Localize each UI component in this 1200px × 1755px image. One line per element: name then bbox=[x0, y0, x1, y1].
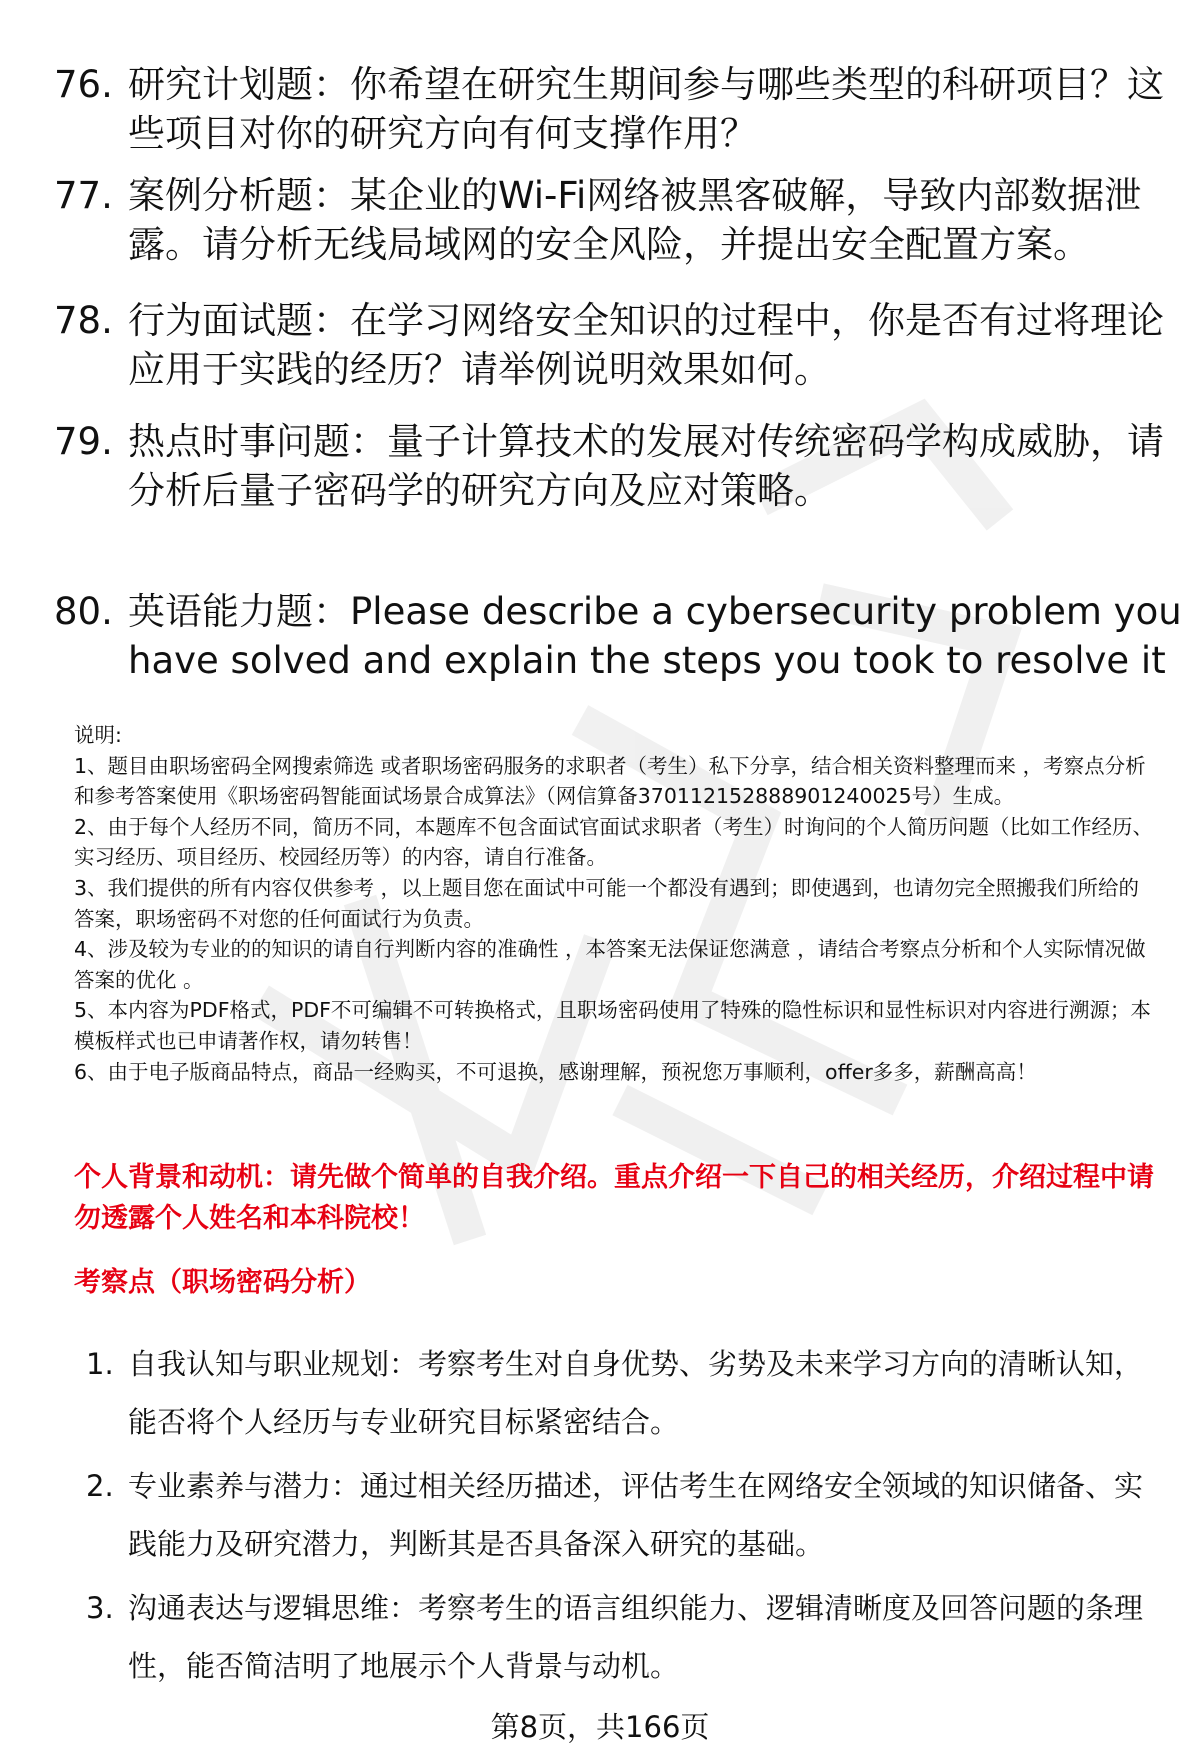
point-text: 沟通表达与逻辑思维：考察考生的语言组织能力、逻辑清晰度及回答问题的条理性，能否简洁明了地展示个人背景与动机。 bbox=[128, 1591, 1144, 1683]
question-text: 案例分析题：某企业的Wi-Fi网络被黑客破解，导致内部数据泄露。请分析无线局域网的安全风险，并提出安全配置方案。 bbox=[128, 174, 1142, 266]
point-text: 自我认知与职业规划：考察考生对自身优势、劣势及未来学习方向的清晰认知，能否将个人经历与专业研究目标紧密结合。 bbox=[128, 1347, 1144, 1439]
question-number: 79. bbox=[54, 420, 113, 463]
point-number: 3. bbox=[86, 1591, 114, 1625]
question-text: 热点时事问题：量子计算技术的发展对传统密码学构成威胁，请分析后量子密码学的研究方向及应对策略。 bbox=[128, 420, 1164, 512]
question-text: 英语能力题：Please describe a cybersecurity problem you have solved and explain the steps you took to resolve it bbox=[128, 590, 1182, 682]
question-number: 77. bbox=[54, 174, 113, 217]
notes-block bbox=[74, 720, 1159, 1087]
note-item: 1、题目由职场密码全网搜索筛选 或者职场密码服务的求职者（考生）私下分享，结合相关资料整理而来 ，考察点分析和参考答案使用《职场密码智能面试场景合成算法》（网信算备370112152888901240025号）生成。 bbox=[74, 753, 1146, 809]
note-item: 4、涉及较为专业的的知识的请自行判断内容的准确性 ，本答案无法保证您满意 ，请结合考察点分析和个人实际情况做答案的优化 。 bbox=[74, 937, 1146, 992]
note-item: 6、由于电子版商品特点，商品一经购买，不可退换，感谢理解，预祝您万事顺利，offer多多，薪酬高高！ bbox=[74, 1059, 1037, 1084]
note-item: 2、由于每个人经历不同，简历不同，本题库不包含面试官面试求职者（考生）时询问的个人简历问题（比如工作经历、实习经历、项目经历、校园经历等）的内容，请自行准备。 bbox=[74, 814, 1154, 870]
note-item: 5、本内容为PDF格式，PDF不可编辑不可转换格式，且职场密码使用了特殊的隐性标识和显性标识对内容进行溯源；本模板样式也已申请著作权，请勿转售！ bbox=[74, 998, 1151, 1053]
point-text: 专业素养与潜力：通过相关经历描述，评估考生在网络安全领域的知识储备、实践能力及研究潜力，判断其是否具备深入研究的基础。 bbox=[128, 1469, 1144, 1561]
analysis-heading: 考察点（职场密码分析） bbox=[74, 1267, 371, 1298]
question-number: 76. bbox=[54, 63, 113, 106]
notes-title: 说明: bbox=[74, 723, 122, 747]
question-text: 研究计划题：你希望在研究生期间参与哪些类型的科研项目？这些项目对你的研究方向有何支撑作用？ bbox=[128, 63, 1164, 155]
question-number: 80. bbox=[54, 590, 113, 633]
intro-question: 个人背景和动机：请先做个简单的自我介绍。重点介绍一下自己的相关经历，介绍过程中请勿透露个人姓名和本科院校！ bbox=[74, 1162, 1154, 1234]
note-item: 3、我们提供的所有内容仅供参考 ，以上题目您在面试中可能一个都没有遇到；即使遇到，也请勿完全照搬我们所给的答案，职场密码不对您的任何面试行为负责。 bbox=[74, 875, 1140, 931]
question-text: 行为面试题：在学习网络安全知识的过程中，你是否有过将理论应用于实践的经历？请举例说明效果如何。 bbox=[128, 299, 1164, 391]
point-number: 2. bbox=[86, 1469, 114, 1503]
page-footer: 第8页，共166页 bbox=[490, 1710, 710, 1744]
question-number: 78. bbox=[54, 299, 113, 342]
point-number: 1. bbox=[86, 1347, 114, 1381]
